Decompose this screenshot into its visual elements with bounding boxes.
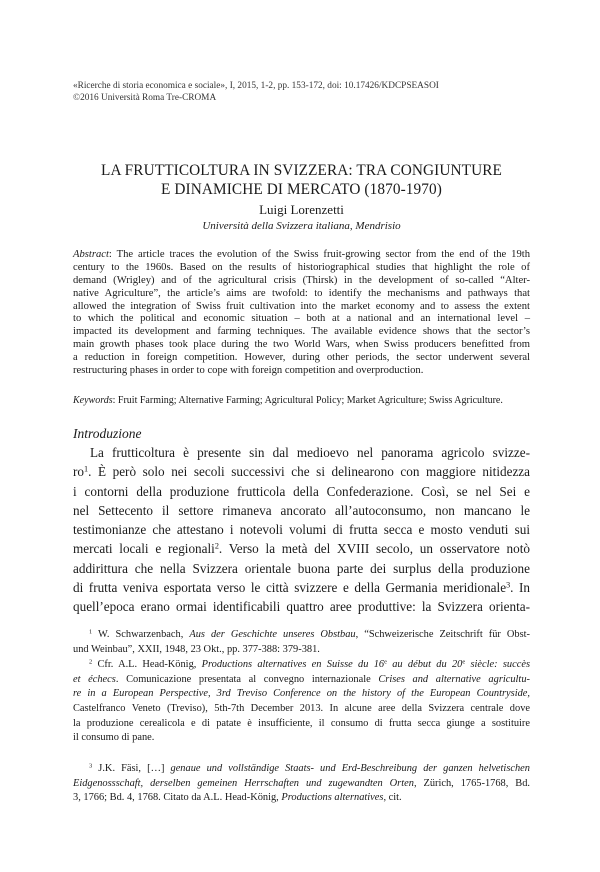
running-header [73,80,439,104]
abstract-line: a reduction in foreign competition. However, during other periods, the sector underwent several [73,352,530,364]
body-line: $ro^1$. È però solo nei secoli successivi che si delinearono con maggiore nitidezza [73,464,530,480]
abstract-line: impacted its development and farming techniques. The available evidence shows that the sector’s [73,326,530,338]
author-affiliation: Università della Svizzera italiana, Mendrisio [202,220,401,232]
title-line-1: LA FRUTTICOLTURA IN SVIZZERA: TRA CONGIUNTURE [101,162,502,179]
abstract-line: demand (Wrigley) and of the agricultural crisis (Thirsk) in the development of so-called “Alter- [73,274,530,286]
body-line: La frutticoltura è presente sin dal medioevo nel panorama agricolo svizze- [90,445,530,460]
footnote-number: 3 [89,762,93,770]
footnote-line: il consumo di pane. [73,732,155,744]
author-name: Luigi Lorenzetti [259,202,344,217]
body-line: testimonianze che attestano i notevoli volumi di frutta secca e mosto venduti sui [73,522,530,538]
section-title: Introduzione [73,426,142,441]
footnote-1 [73,628,530,657]
abstract-line: Abstract: The article traces the evolution of the Swiss fruit-growing sector from the end of the 19th [73,249,530,260]
keywords: Keywords: Fruit Farming; Alternative Farming; Agricultural Policy; Market Agriculture; Swiss Agriculture. [73,395,503,406]
footnote-line: $^2$ Cfr. A.L. Head-König, Productions alternatives en Suisse du 16e au début du 20e siècle: succès [89,658,530,670]
abstract-line: to which the political and economic situation – both at a national and an international level – [73,313,530,325]
body-line: nel Settecento il settore rimaneva ancorato all’autoconsumo, non mancano le [73,502,530,518]
footnote-number: 2 [89,658,93,666]
body-line: addirittura che nella Svizzera orientale buona parte dei surplus della produzione [73,560,530,576]
footnote-ref[interactable]: 3 [506,580,511,590]
abstract-line: century to the 1960s. Based on the results of historiographical studies that highlight the role of [73,261,530,273]
footnote-2 [73,658,530,746]
keywords-label: Keywords [73,395,113,406]
footnote-ref[interactable]: 1 [84,464,89,474]
footnote-line: $^1$ W. Schwarzenbach, Aus der Geschichte unseres Obstbau, “Schweizerische Zeitschrift für Obst- [89,628,530,640]
footnote-line: 3, 1766; Bd. 4, 1768. Citato da A.L. Head-König, Productions alternatives, cit. [73,792,402,804]
copyright-line: ©2016 Università Roma Tre-CROMA [73,93,217,103]
footnote-line: Castelfranco Veneto (Treviso), 5th-7th December 2013. In alcune aree della Svizzera centrale dove [73,703,530,715]
footnote-line: und Weinbau”, XXII, 1948, 23 Okt., pp. 377-388: 379-381. [73,643,320,655]
footnote-line: et échecs. Comunicazione presentata al convegno internazionale Crises and alternative agricultu- [73,673,530,685]
footnote-ref[interactable]: 2 [214,541,219,551]
footnote-line: la produzione cerealicola e di patate è insufficiente, il consumo di frutta secca giunge a sostituire [73,717,530,729]
title-line-2: E DINAMICHE DI MERCATO (1870-1970) [161,181,442,198]
abstract-label: Abstract [73,249,109,260]
body-text [73,443,530,617]
citation-line: «Ricerche di storia economica e sociale», I, 2015, 1-2, pp. 153-172, doi: 10.17426/KDCPSEASOI [73,81,439,91]
article-title [73,161,530,199]
body-line: di frutta veniva esportata verso le città svizzere e della Germania meridionale$^3$. In [73,580,530,596]
footnote-line: re in a European Perspective, 3rd Treviso Conference on the history of the European Countryside, [73,688,530,700]
abstract [73,249,530,378]
abstract-line: allowed the integration of Swiss fruit cultivation into the market economy and to assess the extent [73,300,530,312]
abstract-line: main growth phases took place during the two World Wars, when Swiss producers benefitted from [73,339,530,351]
body-line: mercati locali e regionali$^2$. Verso la metà del XVIII secolo, un osservatore notò [73,541,530,557]
body-line: quell’epoca erano ormai identificabili quattro aree produttive: la Svizzera orienta- [73,599,530,615]
footnote-line: $^3$ J.K. Fäsi, […] genaue und vollständige Staats- und Erd-Beschreibung der ganzen helvetischen [89,762,530,774]
abstract-line: native Agriculture”, the article’s aims are twofold: to identify the mechanisms and pathways that [73,287,530,299]
abstract-line: restructuring phases in order to cope with foreign competition and overproduction. [73,365,424,377]
footnote-number: 1 [89,628,93,636]
footnote-3 [73,762,530,806]
body-line: i contorni della produzione frutticola della Confederazione. Così, se nel Sei e [73,483,530,499]
footnote-line: Eidgenossschaft, derselben gemeinen Herrschaften und zugewandten Orten, Zürich, 1765-1768, Bd. [73,777,531,789]
